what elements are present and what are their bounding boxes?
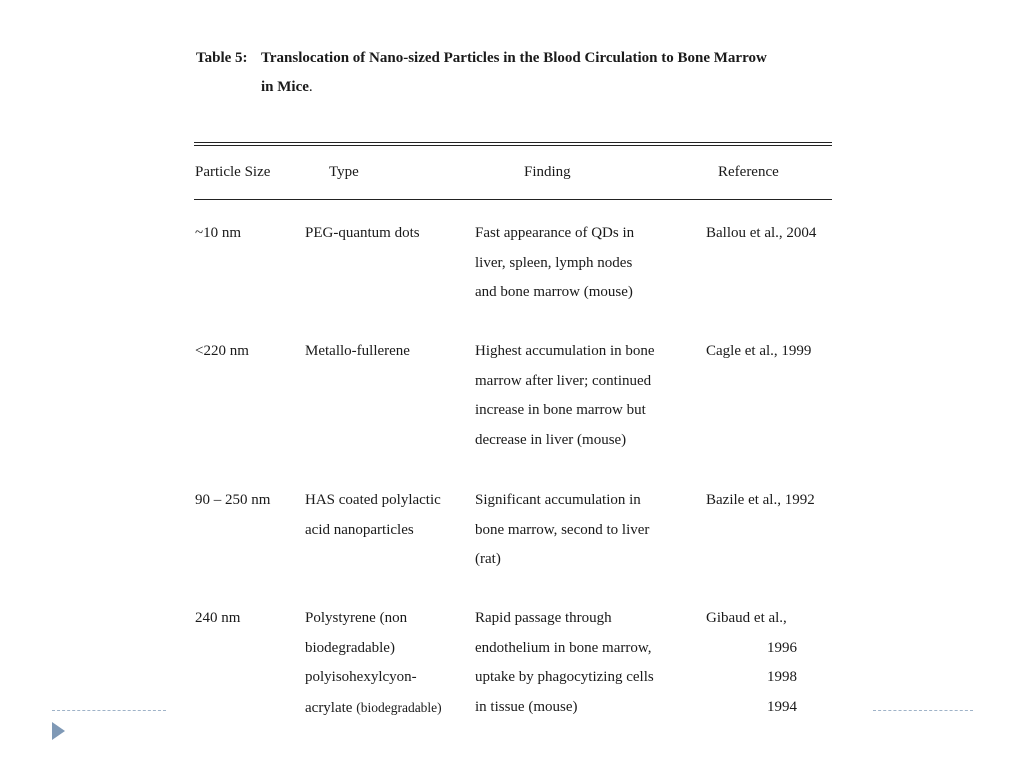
cell-size: <220 nm — [195, 343, 249, 359]
cell-line: Gibaud et al., — [706, 610, 787, 626]
cell-line: Rapid passage through — [475, 610, 612, 626]
cell-size: 240 nm — [195, 610, 241, 626]
cell-line: acid nanoparticles — [305, 521, 414, 538]
cell-line: endothelium in bone marrow, — [475, 639, 652, 656]
cell-line: Highest accumulation in bone — [475, 343, 655, 359]
cell-line: Metallo-fullerene — [305, 343, 410, 359]
cell-line: polyisohexylcyon- — [305, 669, 417, 686]
cell-line: Bazile et al., 1992 — [706, 492, 815, 508]
cell-type-note: (biodegradable) — [356, 699, 442, 715]
table-top-rule-2 — [194, 145, 832, 146]
header-finding: Finding — [524, 164, 571, 180]
caption-title-line1: Translocation of Nano-sized Particles in the Blood Circulation to Bone Marrow — [261, 50, 767, 66]
header-particle-size: Particle Size — [195, 164, 271, 180]
cell-reference — [706, 604, 797, 722]
cell-size: 90 – 250 nm — [195, 492, 271, 508]
cell-line: biodegradable) — [305, 639, 395, 656]
cell-reference — [706, 337, 811, 367]
cell-line: Significant accumulation in — [475, 492, 641, 508]
cell-type — [305, 604, 442, 723]
header-type: Type — [329, 164, 359, 180]
cell-line: increase in bone marrow but — [475, 402, 646, 419]
caption-title-line2 — [261, 73, 313, 102]
cell-reference — [706, 219, 816, 249]
cell-line: in tissue (mouse) — [475, 698, 578, 715]
cell-line: and bone marrow (mouse) — [475, 284, 633, 301]
cell-line: Cagle et al., 1999 — [706, 343, 812, 359]
cell-type — [305, 337, 410, 367]
table-top-rule — [194, 142, 832, 143]
cell-type — [305, 219, 420, 249]
cell-line — [305, 693, 442, 724]
cell-finding — [475, 604, 654, 722]
cell-line: (rat) — [475, 551, 501, 568]
caption-title-line2-text: in Mice — [261, 79, 309, 95]
cell-size: ~10 nm — [195, 225, 242, 241]
cell-line: 1994 — [767, 698, 797, 715]
caption-label: Table 5: — [196, 50, 248, 66]
cell-line: 1996 — [767, 639, 797, 656]
cell-line: Fast appearance of QDs in — [475, 225, 635, 241]
cell-finding — [475, 337, 655, 455]
cell-line: bone marrow, second to liver — [475, 521, 650, 538]
table-header-rule — [194, 199, 832, 200]
cell-line: 1998 — [767, 669, 797, 686]
cell-line: Polystyrene (non — [305, 610, 408, 626]
cell-reference — [706, 486, 815, 516]
cell-line-text: acrylate — [305, 699, 353, 716]
footer-dashed-line-right — [873, 710, 973, 711]
cell-line: HAS coated polylactic — [305, 492, 441, 508]
cell-finding — [475, 219, 634, 308]
cell-line: PEG-quantum dots — [305, 225, 420, 241]
bullet-arrow-icon — [52, 722, 65, 740]
caption-period: . — [308, 79, 313, 95]
cell-line: uptake by phagocytizing cells — [475, 669, 654, 686]
cell-line: Ballou et al., 2004 — [706, 225, 817, 241]
cell-line: marrow after liver; continued — [475, 372, 652, 389]
cell-line: decrease in liver (mouse) — [475, 431, 627, 448]
cell-line: liver, spleen, lymph nodes — [475, 254, 633, 271]
header-reference: Reference — [718, 164, 779, 180]
cell-type — [305, 486, 441, 545]
footer-dashed-line-left — [52, 710, 166, 711]
cell-finding — [475, 486, 649, 575]
